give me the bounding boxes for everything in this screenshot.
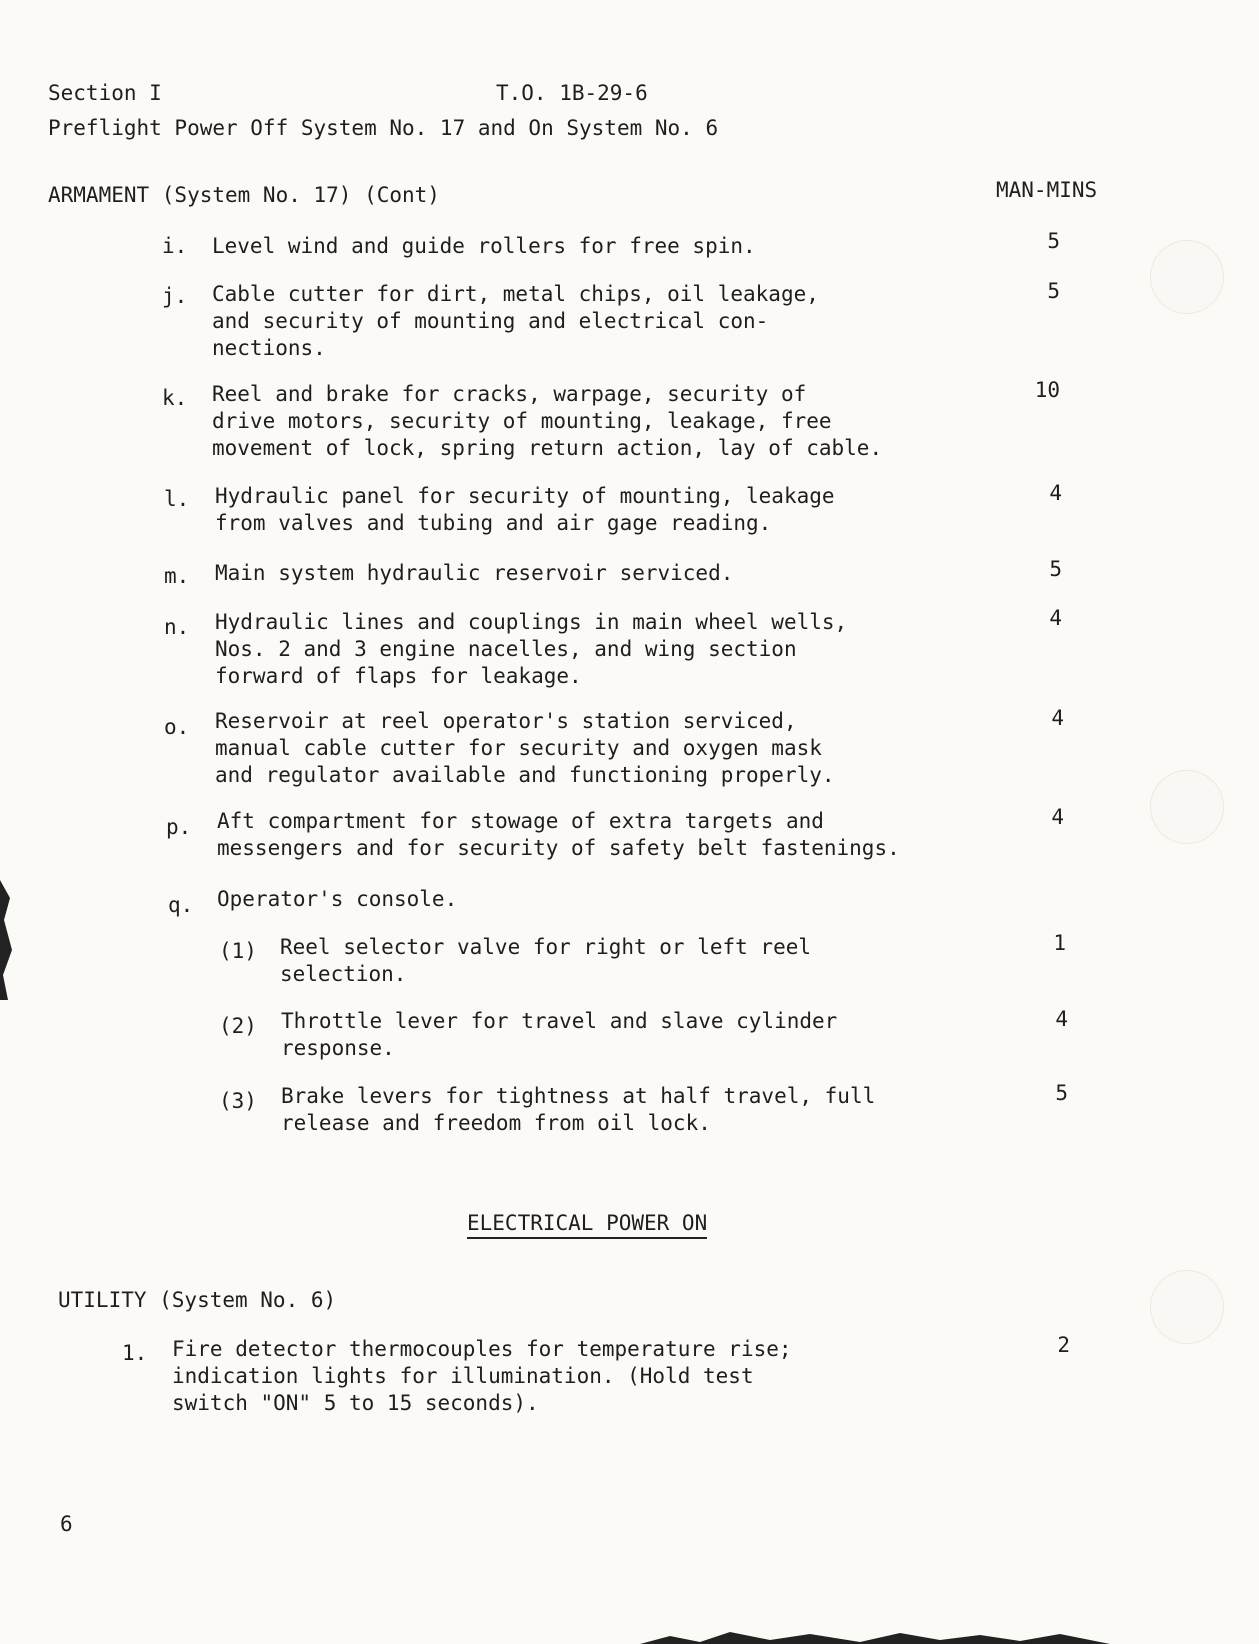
item-mins-p: 4 bbox=[1051, 805, 1064, 829]
item-mins-o: 4 bbox=[1051, 706, 1064, 730]
item-label-k: k. bbox=[162, 386, 188, 410]
subitem-text-2: Throttle lever for travel and slave cylinder response. bbox=[281, 1009, 838, 1060]
item-label-j: j. bbox=[162, 284, 188, 308]
item-label-o: o. bbox=[164, 715, 190, 739]
page-subtitle: Preflight Power Off System No. 17 and On System No. 6 bbox=[48, 116, 719, 140]
item-text-i: Level wind and guide rollers for free spin. bbox=[212, 234, 756, 258]
electrical-heading bbox=[467, 1210, 707, 1237]
item-label-i: i. bbox=[162, 234, 188, 258]
item-label-m: m. bbox=[164, 564, 190, 588]
page-number: 6 bbox=[60, 1512, 73, 1536]
subitem-text-1: Reel selector valve for right or left reel selection. bbox=[280, 935, 812, 986]
subitem-mins-2: 4 bbox=[1055, 1007, 1068, 1031]
item-mins-j: 5 bbox=[1047, 279, 1060, 303]
item-text-p: Aft compartment for stowage of extra targets and messengers and for security of safety belt fastenings. bbox=[217, 809, 900, 860]
subitem-label-2: (2) bbox=[219, 1014, 257, 1038]
utility-heading: UTILITY (System No. 6) bbox=[58, 1288, 337, 1312]
item-mins-k: 10 bbox=[1034, 378, 1060, 402]
item-text-q: Operator's console. bbox=[217, 887, 458, 911]
item-text-n: Hydraulic lines and couplings in main wheel wells, Nos. 2 and 3 engine nacelles, and wing section forward of flaps for leakage. bbox=[215, 610, 848, 688]
item-text-m: Main system hydraulic reservoir serviced. bbox=[215, 561, 734, 585]
punch-hole-middle bbox=[1150, 770, 1224, 844]
item-mins-n: 4 bbox=[1049, 606, 1062, 630]
punch-hole-top bbox=[1150, 240, 1224, 314]
subitem-mins-1: 1 bbox=[1053, 931, 1066, 955]
subitem-mins-3: 5 bbox=[1055, 1081, 1068, 1105]
armament-heading: ARMAMENT (System No. 17) (Cont) bbox=[48, 183, 440, 207]
punch-hole-bottom bbox=[1150, 1270, 1224, 1344]
item-text-k: Reel and brake for cracks, warpage, security of drive motors, security of mounting, leakage, free movement of lock, spring return action, lay of cable. bbox=[212, 382, 883, 460]
item-mins-m: 5 bbox=[1049, 557, 1062, 581]
item-label-l: l. bbox=[164, 487, 190, 511]
subitem-label-3: (3) bbox=[219, 1089, 257, 1113]
item-text-o: Reservoir at reel operator's station serviced, manual cable cutter for security and oxygen mask and regulator available and functioning properly. bbox=[215, 709, 835, 787]
item-mins-l: 4 bbox=[1049, 481, 1062, 505]
item-label-q: q. bbox=[168, 893, 194, 917]
torn-left-edge bbox=[0, 880, 14, 1000]
utility-item-label-1: 1. bbox=[122, 1341, 148, 1365]
item-mins-i: 5 bbox=[1047, 229, 1060, 253]
section-label: Section I bbox=[48, 81, 162, 105]
item-label-n: n. bbox=[164, 615, 190, 639]
man-mins-header: MAN-MINS bbox=[996, 178, 1098, 202]
utility-item-text-1: Fire detector thermocouples for temperature rise; indication lights for illumination. (Hold test switch "ON" 5 to 15 seconds). bbox=[172, 1337, 792, 1415]
electrical-heading-text: ELECTRICAL POWER ON bbox=[467, 1211, 707, 1239]
torn-bottom-edge bbox=[640, 1628, 1110, 1644]
to-number: T.O. 1B-29-6 bbox=[496, 81, 648, 105]
subitem-label-1: (1) bbox=[219, 939, 257, 963]
utility-item-mins-1: 2 bbox=[1057, 1333, 1070, 1357]
item-label-p: p. bbox=[166, 815, 192, 839]
item-text-l: Hydraulic panel for security of mounting, leakage from valves and tubing and air gage reading. bbox=[215, 484, 835, 535]
item-text-j: Cable cutter for dirt, metal chips, oil leakage, and security of mounting and electrical con- nections. bbox=[212, 282, 819, 360]
subitem-text-3: Brake levers for tightness at half travel, full release and freedom from oil lock. bbox=[281, 1084, 876, 1135]
